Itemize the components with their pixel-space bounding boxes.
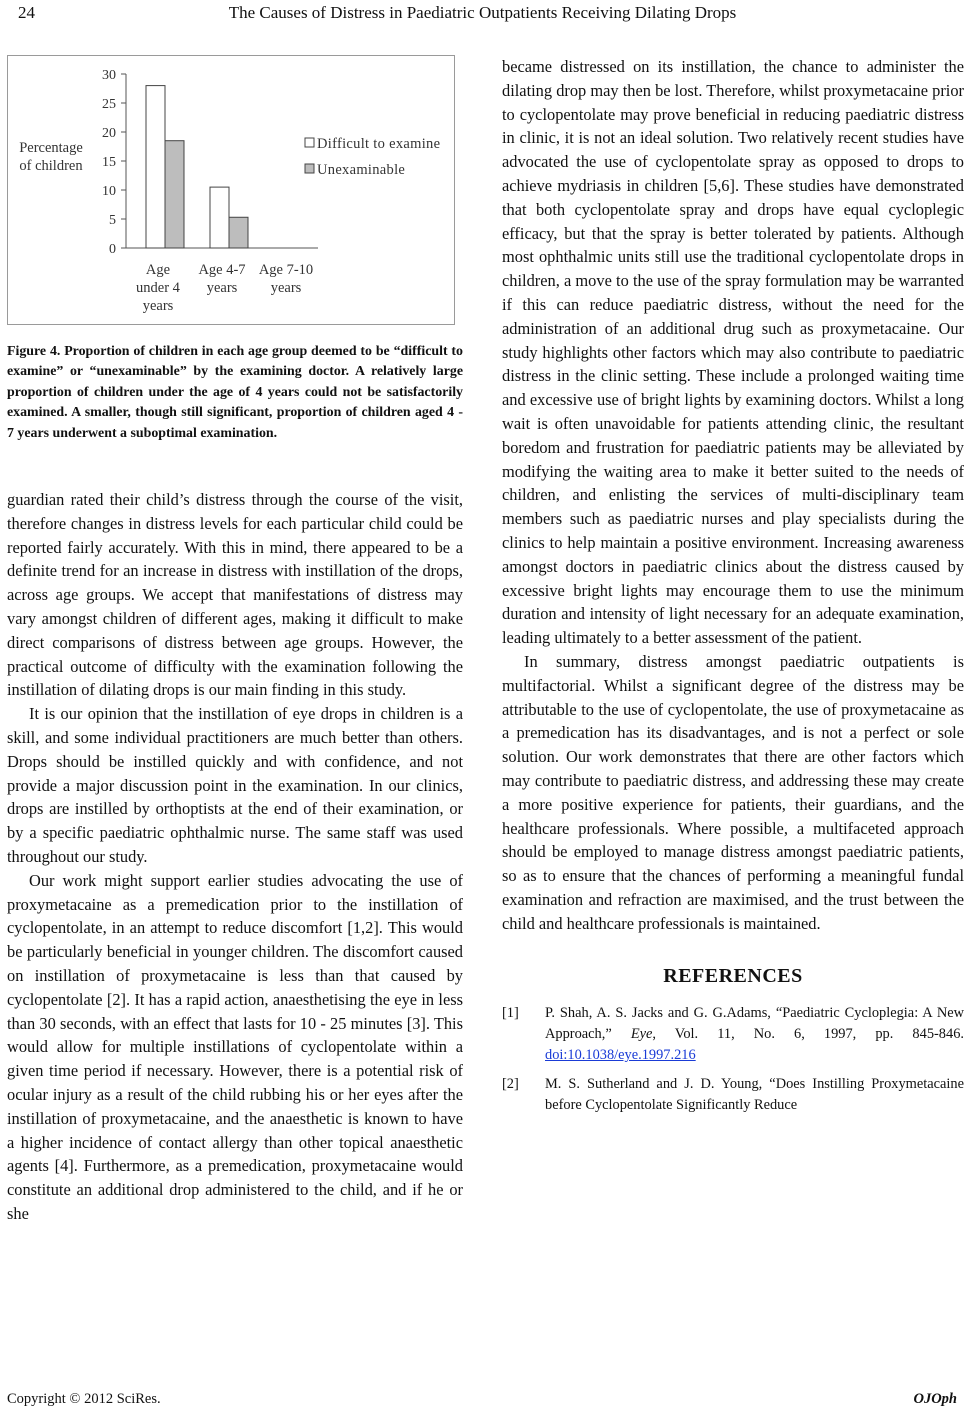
bar-chart xyxy=(8,56,456,326)
references-heading: REFERENCES xyxy=(663,965,803,988)
x-tick-label: Age 4-7 xyxy=(198,262,246,278)
y-axis-label: Percentage xyxy=(19,140,83,156)
reference-journal: Eye xyxy=(630,1026,653,1043)
doi-link[interactable]: doi:10.1038/eye.1997.216 xyxy=(545,1047,696,1064)
paragraph: Our work might support earlier studies advocating the use of proxymetacaine as a premedication prior to the instillation of cyclopentolate, in an attempt to reduce discomfort [1,2]. This would be particularly beneficial in younger children. The discomfort caused on instillation of proxymetacaine is less than that caused by cyclopentolate [2]. It has a rapid action, anaesthetising the eye in less than 30 seconds, with an effect that lasts for 10 - 25 minutes [3]. This would allow for multiple instillations of cyclopentolate within a given time period if necessary. However, there is a potential risk of ocular injury as a result of the child rubbing his or her eyes after the instillation of proxymetacaine, and the anaesthetic is known to have a higher incidence of contact allergy than other topical anaesthetic agents [4]. Furthermore, as a premedication, proxymetacaine would constitute an additional drop administered to the child, and if he or she xyxy=(7,870,463,1223)
reference-number: [2] xyxy=(502,1076,519,1093)
figure-4 xyxy=(7,55,455,325)
reference-text: M. S. Sutherland and J. D. Young, “Does Instilling Proxymetacaine before Cyclopentolate Significantly Reduce xyxy=(545,1076,964,1114)
y-tick-label: 15 xyxy=(102,155,116,170)
page-number: 24 xyxy=(18,3,35,22)
paragraph: In summary, distress amongst paediatric outpatients is multifactorial. Whilst a significant degree of the distress may be attributable to the use of cyclopentolate, the use of proxymetacaine as a premedication has its disadvantages, and is not a perfect or sole solution. Our work demonstrates that there are other factors which may contribute to paediatric distress, and addressing these may create a more positive experience for patients, their guardians, and the healthcare professionals. Where possible, a multifaceted approach should be employed to manage distress amongst paediatric patients, so as to ensure that the chances of performing a meaningful fundal examination and refraction are maximised, and the trust between the child and healthcare professionals is maintained. xyxy=(502,651,964,933)
bar xyxy=(146,86,165,248)
legend-swatch xyxy=(305,138,314,147)
paragraph: became distressed on its instillation, the chance to administer the dilating drop may then be lost. Therefore, whilst proxymetacaine prior to cyclopentolate may prove beneficial in reducing paediatric distress in clinic, it is not an ideal solution. Two relatively recent studies have advocated the use of cyclopentolate spray as opposed to drops to achieve mydriasis in children [5,6]. These studies have demonstrated that both cyclopentolate spray and drops have equal cycloplegic efficacy, but that the spray is better tolerated by patients. Although most ophthalmic units still use the traditional cyclopentolate drops in children, a move to the use of the spray formulation may be warranted if this can reduce paediatric distress, without the need for the administration of an additional drug such as proxymetacaine. Our study highlights other factors which may also contribute to paediatric distress in the clinic setting. These include a prolonged waiting time and excessive use of bright lights by examining doctors. Whilst a long wait is often unavoidable for patients attending clinic, the resultant boredom and frustration for paediatric patients may be alleviated by modifying the waiting area to make it better suited to the needs of children, and enlisting the services of multi-disciplinary team members such as paediatric nurses and play specialists during the clinics to help maintain a positive environment. Increasing awareness amongst doctors in paediatric clinics about the distress caused by excessive bright lights may encourage them to use the minimum duration and intensity of light necessary for an adequate examination, leading ultimately to a better assessment of the patient. xyxy=(502,57,964,648)
x-tick-label: years xyxy=(142,298,174,314)
y-tick-label: 30 xyxy=(102,68,116,83)
y-tick-label: 10 xyxy=(102,184,116,199)
x-tick-label: Age xyxy=(145,262,171,278)
x-tick-label: years xyxy=(270,280,302,296)
reference-item xyxy=(502,1003,964,1066)
bar xyxy=(210,187,229,248)
x-tick-label: under 4 xyxy=(136,280,180,296)
legend-label: Difficult to examine xyxy=(317,136,441,152)
left-column xyxy=(7,488,463,1226)
paragraph: It is our opinion that the instillation of eye drops in children is a skill, and some individual practitioners are much better than others. Drops should be instilled quickly and with confidence, and not provide a major discussion point in the examination. In our clinics, drops are instilled by orthoptists at the end of their examination, or by a specific paediatric ophthalmic nurse. The same staff was used throughout our study. xyxy=(7,704,463,866)
reference-number: [1] xyxy=(502,1005,519,1022)
y-tick-label: 0 xyxy=(109,242,116,257)
bar xyxy=(229,217,248,248)
y-tick-label: 25 xyxy=(102,97,116,112)
x-tick-label: years xyxy=(206,280,238,296)
footer-copyright: Copyright © 2012 SciRes. xyxy=(7,1391,161,1407)
legend-label: Unexaminable xyxy=(317,162,406,178)
figure-caption: Figure 4. Proportion of children in each age group deemed to be “difficult to examine” or “unexaminable” by the examining doctor. A relatively large proportion of children under the age of 4 years could not be satisfactorily examined. A smaller, though still significant, proportion of children aged 4 - 7 years underwent a suboptimal examination. xyxy=(7,344,463,441)
reference-text: , Vol. 11, No. 6, 1997, pp. 845-846. xyxy=(652,1026,964,1043)
reference-text: P. Shah, A. S. Jacks and G. G.Adams, “Paediatric Cycloplegia: A New Approach,” xyxy=(545,1005,964,1043)
running-title: The Causes of Distress in Paediatric Outpatients Receiving Dilating Drops xyxy=(228,3,737,22)
paragraph: guardian rated their child’s distress through the course of the visit, therefore changes in distress levels for each particular child could be reported fairly accurately. With this in mind, there appeared to be a definite trend for an increase in distress with instillation of the drops, across age groups. We accept that manifestations of distress may vary amongst children of different ages, making it difficult to make direct comparisons of distress between age groups. However, the practical outcome of difficulty with the examination following the instillation of dilating drops is our main finding in this study. xyxy=(7,490,463,700)
right-column xyxy=(502,55,964,1124)
reference-item xyxy=(502,1074,964,1116)
x-tick-label: Age 7-10 xyxy=(258,262,314,278)
legend-swatch xyxy=(305,164,314,173)
bar xyxy=(165,141,184,248)
footer-journal: OJOph xyxy=(913,1391,957,1407)
y-tick-label: 20 xyxy=(102,126,116,141)
y-tick-label: 5 xyxy=(109,213,116,228)
y-axis-label: of children xyxy=(19,158,83,174)
